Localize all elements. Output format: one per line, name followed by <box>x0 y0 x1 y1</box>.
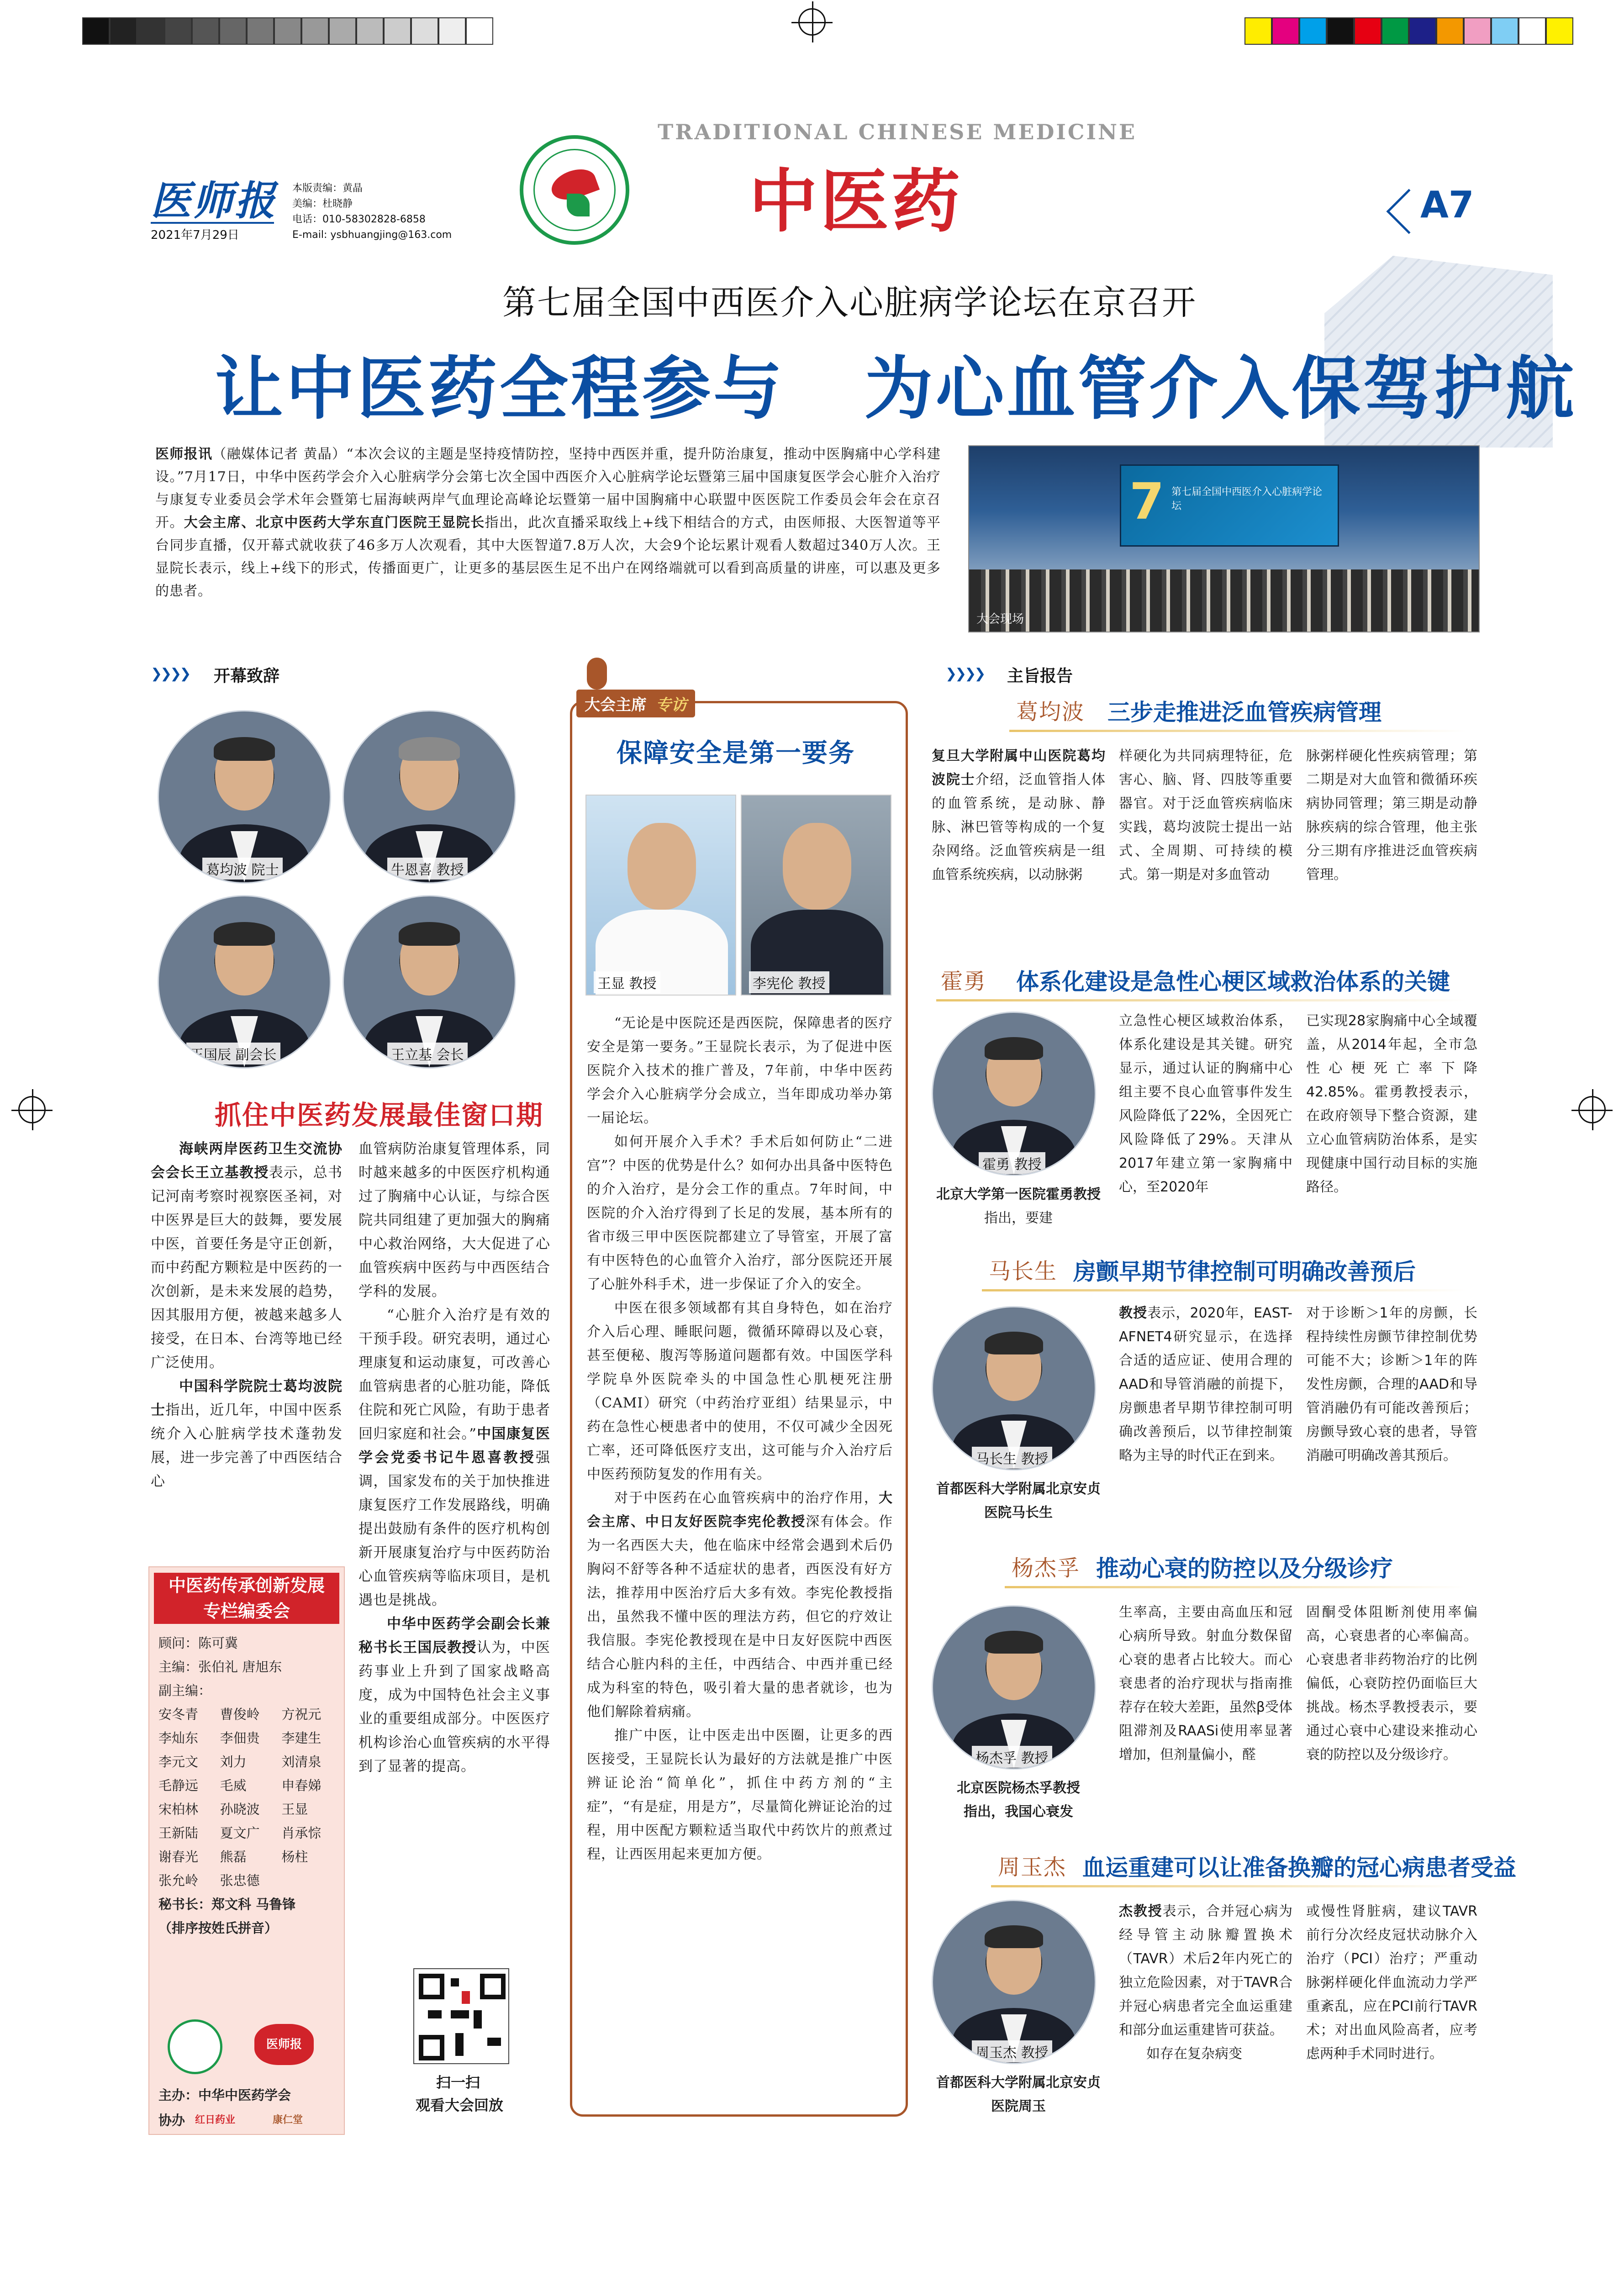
lead-dateline: 医师报讯 <box>155 446 213 462</box>
speaker-topic: 推动心衰的防控以及分级诊疗 <box>1096 1555 1393 1582</box>
portrait-huo-yong <box>932 1012 1096 1176</box>
sidebar-advisor: 顾问：陈可冀 <box>158 1635 238 1651</box>
newspaper-logo-small: 医师报 <box>254 2024 314 2065</box>
speaker-name: 杨杰孚 <box>1012 1555 1081 1581</box>
sidebar-secretary: 秘书长：郑文科 马鲁锋 <box>158 1897 296 1912</box>
society-logo-small <box>168 2019 222 2074</box>
english-section-title: TRADITIONAL CHINESE MEDICINE <box>658 120 1137 144</box>
speaker-topic: 三步走推进泛血管疾病管理 <box>1107 699 1381 726</box>
speaker-topic: 房颤早期节律控制可明确改善预后 <box>1073 1259 1416 1285</box>
speaker-name: 葛均波 <box>1016 699 1085 725</box>
editor-info <box>292 181 452 243</box>
editor-name: 曹俊岭 <box>220 1707 260 1722</box>
host-title: 保障安全是第一要务 <box>617 738 855 768</box>
portrait-caption: 霍勇 教授 <box>979 1152 1045 1174</box>
sidebar-body <box>149 1631 344 2128</box>
conference-photo <box>968 445 1480 632</box>
portrait-caption: 王国辰 副会长 <box>186 1043 280 1064</box>
section-marker-icon: ❯❯❯❯ <box>945 666 984 682</box>
keynote-section-label: 主旨报告 <box>1007 667 1073 685</box>
editor-name: 李佃贵 <box>220 1730 260 1746</box>
grayscale-calibration-bar <box>82 17 493 45</box>
sidebar-order-note: （排序按姓氏拼音） <box>158 1920 278 1936</box>
editor-name: 夏文广 <box>220 1825 260 1841</box>
lead-text: “本次会议的主题是坚持疫情防控，坚持中西医并重，提升防治康复，推动中医胸痛中心学科建设。”7月17日，中华中医药学会介入心脏病学分会第七次全国中西医介入心脏病学论坛暨第三届中国康复医学会心脏介入治疗与康复专业委员会学术年会暨第七届海峡两岸气血理论高峰论坛暨第一届中国胸痛中心联盟中医医院工作委员会年会在京召开。 <box>155 446 941 531</box>
portrait-caption: 葛均波 院士 <box>202 858 283 880</box>
keynote-3-col-2: 教授表示，2020年，EAST-AFNET4研究显示，在选择合适的适应证、使用合理的AAD和导管消融的前提下，房颤患者早期节律控制可明确改善预后，以节律控制策略为主导的时代正在到来。 <box>1119 1305 1293 1464</box>
speaker-topic: 血运重建可以让准备换瓣的冠心病患者受益 <box>1082 1855 1516 1881</box>
topic-underline <box>1009 730 1466 732</box>
photo-caption: 大会现场 <box>976 612 1024 626</box>
opening-column-2: 血管病防治康复管理体系，同时越来越多的中医医疗机构通过了胸痛中心认证，与综合医院共同组建了更加强大的胸痛中心救治网络，大大促进了心血管疾病中医药与中西医结合学科的发展。 “心脏介入治疗是有效的干预手段。研究表明，通过心理康复和运动康复，可改善心血管病患者的心脏功能，降低住院和死亡风险，有助于患者回归家庭和社会。”中国康复医学会党委书记牛恩喜教授强调，国家发布的关于加快推进康复医疗工作发展路线，明确提出鼓励有条件的医疗机构创新开展康复治疗与中医药防治心血管疾病等临床项目，是机遇也是挑战。 中华中医药学会副会长兼秘书长王国辰教授认为，中医药事业上升到了国家战略高度，成为中国特色社会主义事业的重要组成部分。中医医疗机构诊治心血管疾病的水平得到了显著的提高。 <box>359 1141 551 1775</box>
editor-name: 李元文 <box>158 1754 199 1770</box>
editor-name: 张允岭 <box>158 1873 199 1888</box>
opening-column-1: 海峡两岸医药卫生交流协会会长王立基教授表示，总书记河南考察时视察医圣祠，对中医界是巨大的鼓舞，要发展中医，首要任务是守正创新，而中药配方颗粒是中医药的一次创新，是未来发展的趋势，因其服用方便，被越来越多人接受，在日本、台湾等地已经广泛使用。 中国科学院院士葛均波院士指出，近几年，中国中医系统介入心脏病学技术蓬勃发展，进一步完善了中西医结合心 <box>151 1141 343 1490</box>
keynote-4-col-2: 生率高，主要由高血压和冠心病所导致。射血分数保留心衰的患者占比较大。而心衰患者的治疗现状与指南推荐存在较大差距，虽然β受体阻滞剂及RAASi使用率显著增加，但剂量偏小，醛 <box>1119 1604 1292 1763</box>
portrait-yang-jiefu <box>932 1605 1096 1770</box>
section-marker-icon: ❯❯❯❯ <box>151 666 190 682</box>
portrait-caption: 马长生 教授 <box>972 1447 1052 1469</box>
audience <box>969 569 1480 632</box>
society-logo <box>520 135 629 245</box>
speaker-name: 周玉杰 <box>998 1855 1067 1880</box>
portrait-niu-enxi <box>343 710 516 884</box>
editor-name: 谢春光 <box>158 1849 199 1865</box>
speaker-topic: 体系化建设是急性心梗区域救治体系的关键 <box>1016 969 1450 995</box>
sidebar-title: 中医药传承创新发展 专栏编委会 <box>154 1573 339 1624</box>
sidebar-deputy-label: 副主编： <box>158 1683 212 1698</box>
editor-name: 方祝元 <box>281 1707 322 1722</box>
lead-paragraph <box>155 443 941 603</box>
editor-name: 熊磊 <box>220 1849 247 1865</box>
registration-mark-top <box>798 8 826 36</box>
topic-underline <box>936 999 1466 1001</box>
editor-name: 王显 <box>281 1802 308 1817</box>
portrait-caption: 王显 教授 <box>594 971 660 993</box>
speaker-name-bold: 中国康复医学会党委书记牛恩喜教授 <box>359 1426 550 1466</box>
keynote-2-affiliation: 北京大学第一医院霍勇教授指出，要建 <box>936 1186 1101 1226</box>
editorial-board-sidebar <box>148 1566 345 2135</box>
lead-source: 大会主席、北京中医药大学东直门医院王显院长 <box>184 515 485 531</box>
keynote-4-col-3: 固酮受体阻断剂使用率偏高，心衰患者的心率偏高。心衰患者非药物治疗的比例偏低，心衰防控仍面临巨大挑战。杨杰孚教授表示，要通过心衰中心建设来推动心衰的防控以及分级诊疗。 <box>1306 1604 1477 1763</box>
speaker-name-bold: 海峡两岸医药卫生交流协会会长王立基教授 <box>151 1141 343 1181</box>
editor-name: 刘力 <box>220 1754 247 1770</box>
qr-caption-1: 扫一扫 <box>436 2074 480 2091</box>
deputy-editor-list <box>158 1702 335 1892</box>
screen-title: 第七届全国中西医介入心脏病学论坛 <box>1171 486 1323 512</box>
host-interview-text: “无论是中医院还是西医院，保障患者的医疗安全是第一要务。”王显院长表示，为了促进中医医院介入技术的推广普及，7年前，中华中医药学会介入心脏病学分会成立，当年即成功举办第一届论坛。 如何开展介入手术？手术后如何防止“二进宫”？中医的优势是什么？如何办出具备中医特色的介入治疗，是分会工作的重点。7年时间，中医院的介入治疗得到了长足的发展，基本所有的省市级三甲中医医院都建立了导管室，开展了富有中医特色的心血管介入治疗，部分医院还开展了心脏外科手术，进一步保证了介入的安全。 中医在很多领域都有其自身特色，如在治疗介入后心理、睡眠问题，微循环障碍以及心衰，甚至便秘、腹泻等肠道问题都有效。中国医学科学院阜外医院牵头的中国急性心肌梗死注册（CAMI）研究（中药治疗亚组）结果显示，中药在急性心梗患者中的使用，不仅可减少全因死亡率，还可降低医疗支出，这可能与介入治疗后中医药预防复发的作用有关。 对于中医药在心血管疾病中的治疗作用，大会主席、中日友好医院李宪伦教授深有体会。作为一名西医大夫，他在临床中经常会遇到术后仍胸闷不舒等各种不适症状的患者，西医没有好方法，推荐用中医治疗后大多有效。李宪伦教授指出，虽然我不懂中医的理法方药，但它的疗效让我信服。李宪伦教授现在是中日友好医院中西医结合心脏内科的主任，中西结合、中西并重已经成为科室的特色，吸引着大量的患者就诊，也为他们解除着病痛。 推广中医，让中医走出中医圈，让更多的西医接受，王显院长认为最好的方法就是推广中医辨证论治“简单化”，抓住中药方剂的“主症”，“有是症，用是方”，尽量简化辨证论治的过程，用中医配方颗粒适当取代中药饮片的煎煮过程，让西医用起来更加方便。 <box>587 1015 893 1862</box>
microphone-icon <box>587 658 607 690</box>
speaker-name-bold: 中华中医药学会副会长兼秘书长王国辰教授 <box>359 1616 550 1656</box>
newspaper-brand: 医师报 <box>151 177 277 224</box>
editor-name: 张忠德 <box>220 1873 260 1888</box>
portrait-caption: 周玉杰 教授 <box>972 2040 1052 2062</box>
portrait-wang-xian <box>585 795 736 996</box>
editor-name: 王新陆 <box>158 1825 199 1841</box>
sponsor-logo-2: 康仁堂 <box>273 2114 303 2126</box>
portrait-ma-changsheng <box>932 1306 1096 1470</box>
stage-screen <box>1120 464 1339 547</box>
sidebar-co-label: 协办 <box>158 2113 185 2128</box>
speaker-name: 霍勇 <box>941 969 987 994</box>
topic-underline <box>982 1289 1466 1291</box>
speaker-name: 马长生 <box>989 1259 1058 1284</box>
topic-underline <box>991 1885 1466 1887</box>
editor-name: 申春娣 <box>281 1778 322 1793</box>
keynote-1-col-3: 脉粥样硬化性疾病管理；第二期是对大血管和微循环疾病协同管理；第三期是动静脉疾病的综合管理，他主张分三期有序推进泛血管疾病管理。 <box>1306 748 1477 883</box>
editor-line: 本版责编：黄晶 <box>292 183 363 194</box>
editor-name: 李建生 <box>281 1730 322 1746</box>
opening-heading: 抓住中医药发展最佳窗口期 <box>215 1100 544 1131</box>
editor-line: 美编：杜晓静 <box>292 198 353 210</box>
portrait-caption: 王立基 会长 <box>387 1043 468 1064</box>
editor-name: 杨柱 <box>281 1849 308 1865</box>
page-number: A7 <box>1420 184 1474 226</box>
speaker-name-bold: 中国科学院院士葛均波院士 <box>151 1378 343 1418</box>
keynote-4-affiliation: 北京医院杨杰孚教授 指出，我国心衰发 <box>957 1780 1080 1820</box>
article-subhead: 第七届全国中西医介入心脏病学论坛在京召开 <box>502 283 1197 322</box>
keynote-1-col-2: 样硬化为共同病理特征，危害心、脑、肾、四肢等重要器官。对于泛血管疾病临床实践，葛均波院士提出一站式、全周期、可持续的模式。第一期是对多血管动 <box>1119 748 1292 883</box>
editor-name: 肖承悰 <box>281 1825 322 1841</box>
editor-name: 刘清泉 <box>281 1754 322 1770</box>
editor-name: 安冬青 <box>158 1707 199 1722</box>
editor-line: E-mail: ysbhuangjing@163.com <box>292 229 452 241</box>
qr-caption-2: 观看大会回放 <box>416 2097 504 2114</box>
editor-name: 毛威 <box>220 1778 247 1793</box>
sidebar-host: 主办：中华中医药学会 <box>158 2087 291 2103</box>
portrait-ge-junbo <box>158 710 331 884</box>
portrait-caption: 杨杰孚 教授 <box>972 1746 1052 1768</box>
keynote-2-col-3: 已实现28家胸痛中心全域覆盖，从2014年起，全市急性心梗死亡率下降42.85%。霍勇教授表示，在政府领导下整合资源，建立心血管病防治体系，是实现健康中国行动目标的实施路径。 <box>1306 1013 1477 1195</box>
color-calibration-bar <box>1244 17 1573 45</box>
editor-name: 李灿东 <box>158 1730 199 1746</box>
opening-section-label: 开幕致辞 <box>214 667 280 685</box>
registration-mark-right <box>1578 1096 1606 1123</box>
editor-line: 电话：010-58302828-6858 <box>292 214 426 225</box>
portrait-caption: 李宪伦 教授 <box>749 971 829 993</box>
portrait-caption: 牛恩喜 教授 <box>387 858 468 880</box>
keynote-3-col-3: 对于诊断＞1年的房颤，长程持续性房颤节律控制优势可能不大；诊断＞1年的阵发性房颤，合理的AAD和导管消融仍有可能改善预后；房颤导致心衰的患者，导管消融可明确改善其预后。 <box>1306 1305 1477 1464</box>
editor-name: 毛静远 <box>158 1778 199 1793</box>
portrait-wang-guochen <box>158 895 331 1069</box>
keynote-1-col-1: 复旦大学附属中山医院葛均波院士介绍，泛血管指人体的血管系统，是动脉、静脉、淋巴管等构成的一个复杂网络。泛血管疾病是一组血管系统疾病，以动脉粥 <box>932 748 1106 883</box>
section-title: 中医药 <box>749 162 963 242</box>
keynote-2-col-2: 立急性心梗区域救治体系，体系化建设是其关键。研究显示，通过认证的胸痛中心组主要不良心血管事件发生风险降低了22%，全因死亡风险降低了29%。天津从2017年建立第一家胸痛中心，至2020年 <box>1119 1013 1292 1195</box>
keynote-5-col-2: 杰教授表示，合并冠心病为经导管主动脉瓣置换术（TAVR）术后2年内死亡的独立危险因素，对于TAVR合并冠心病患者完全血运重建和部分血运重建皆可获益。 如存在复杂病变 <box>1119 1903 1293 2062</box>
editor-name: 孙晓波 <box>220 1802 260 1817</box>
registration-mark-left <box>18 1096 46 1123</box>
keynote-5-affiliation: 首都医科大学附属北京安贞医院周玉 <box>936 2075 1101 2114</box>
article-headline: 让中医药全程参与 为心血管介入保驾护航 <box>215 349 1577 429</box>
keynote-5-col-3: 或慢性肾脏病，建议TAVR前行分次经皮冠状动脉介入治疗（PCI）治疗；严重动脉粥样硬化伴血流动力学严重紊乱，应在PCI前行TAVR术；对出血风险高者，应考虑两种手术同时进行。 <box>1306 1903 1477 2062</box>
portrait-li-xianlun <box>741 795 891 996</box>
qr-code[interactable] <box>413 1968 509 2064</box>
keynote-3-affiliation: 首都医科大学附属北京安贞医院马长生 <box>936 1481 1101 1521</box>
topic-underline <box>1005 1586 1466 1588</box>
screen-number: 7 <box>1129 472 1165 531</box>
portrait-wang-liji <box>343 895 516 1069</box>
host-tag: 大会主席 专访 <box>576 690 695 717</box>
lead-text-2: 指出，此次直播采取线上+线下相结合的方式，由医师报、大医智道等平台同步直播，仅开幕式就收获了46多万人次观看，其中大医智道7.8万人次，大会9个论坛累计观看人数超过340万人次。王显院长表示，线上+线下的形式，传播面更广，让更多的基层医生足不出户在网络端就可以看到高质量的讲座，可以惠及更多的患者。 <box>155 515 941 599</box>
sidebar-chief-editor: 主编：张伯礼 唐旭东 <box>158 1659 282 1675</box>
portrait-zhou-yujie <box>932 1900 1096 2064</box>
sponsor-logo-1: 红日药业 <box>195 2114 236 2126</box>
lead-reporter: （融媒体记者 黄晶） <box>212 446 347 462</box>
editor-name: 宋柏林 <box>158 1802 199 1817</box>
issue-date: 2021年7月29日 <box>151 222 274 242</box>
